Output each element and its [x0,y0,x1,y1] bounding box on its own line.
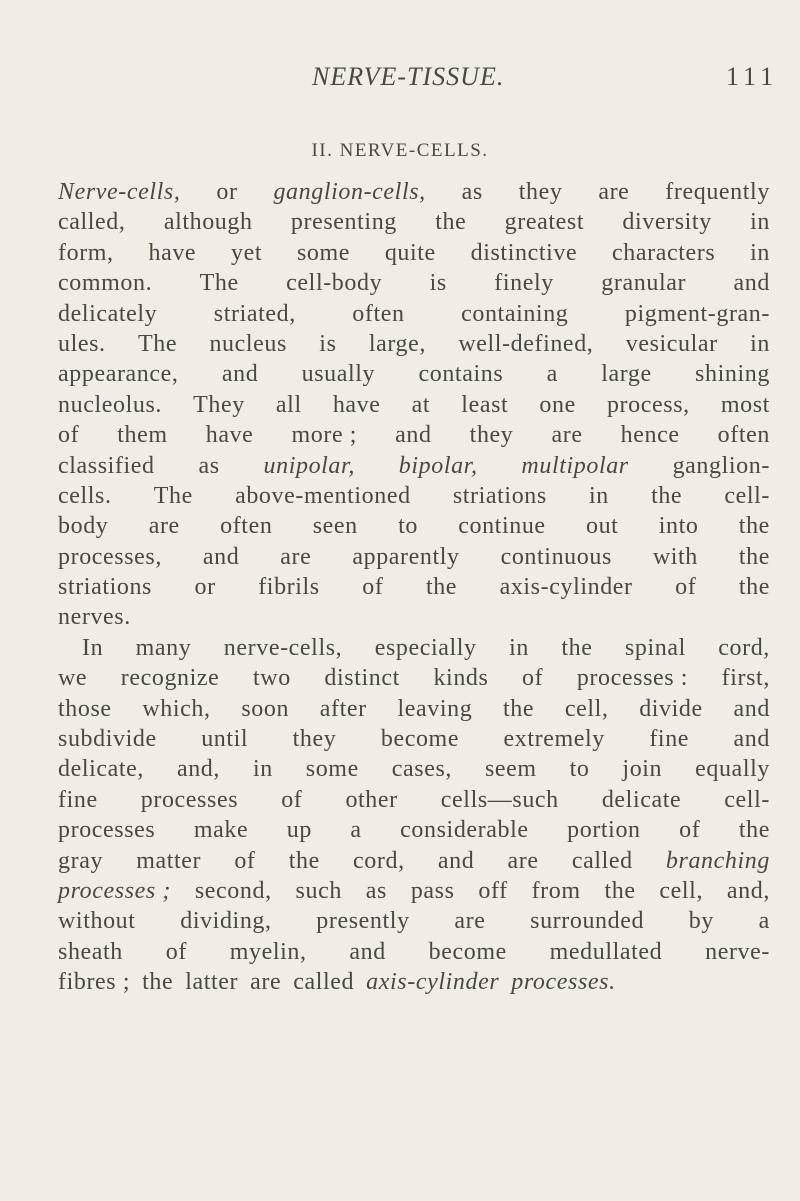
word: have [205,422,254,449]
word: The [199,270,239,297]
word: ganglion- [672,452,770,479]
word: second, [194,877,272,904]
word: of [679,817,701,844]
word: two [253,665,291,692]
word: first, [721,665,770,692]
text-line [58,207,770,237]
word: in [509,634,529,661]
word: which, [142,695,211,722]
word: at [411,391,431,418]
text-line [58,937,770,967]
word: frequently [665,179,770,205]
text-line [58,359,770,389]
word: and [733,270,770,297]
word: are [148,513,180,540]
word: such [295,877,342,904]
word: and [202,543,240,570]
word: are [598,179,630,205]
word: those [58,695,112,722]
word: soon [241,695,290,722]
word: subdivide [58,726,157,753]
word: into [658,513,699,540]
word: of [675,574,697,601]
word: they [518,179,563,205]
word: of [58,422,80,449]
word: and [395,422,432,449]
word: we [58,665,88,692]
word: they [292,726,337,753]
word: presently [316,908,410,935]
word: granular [601,270,687,297]
word: become [380,726,460,753]
text-line [58,511,770,541]
word: multipolar [521,452,629,479]
text-line [58,268,770,298]
text-line [58,390,770,420]
word: or [216,179,238,205]
word: process, [606,391,690,418]
word: gray [58,847,104,874]
word: distinctive [470,239,578,266]
word: the [738,817,770,844]
body-text [58,177,770,998]
word: divide [639,695,703,722]
word: often [220,513,273,540]
word: after [319,695,367,722]
word: unipolar, [263,452,355,479]
word: bipolar, [398,452,478,479]
word: nucleolus. [58,391,162,418]
word: is [319,330,337,357]
text-line [58,451,770,481]
word: recognize [120,665,220,692]
word: spinal [624,634,686,661]
word: pass [410,877,455,904]
word: nerves. [58,604,131,631]
word: some [305,756,359,783]
word: and, [176,756,221,783]
page-number: 111 [726,62,779,91]
text-line [58,633,770,663]
word: fibres ; [58,969,131,996]
word: the [738,574,770,601]
word: them [117,422,168,449]
word: processes [58,817,156,844]
word: hence [620,422,680,449]
word: cell, [564,695,609,722]
running-title: NERVE-TISSUE. [312,62,505,91]
word: a [758,908,770,935]
word: common. [58,270,153,297]
text-line [58,602,770,632]
word: The [138,330,178,357]
word: delicate [601,786,682,813]
word: are [507,847,539,874]
word: nerve- [705,938,770,965]
word: one [539,391,576,418]
text-line [58,694,770,724]
word: large, [368,330,426,357]
word: shining [695,361,770,388]
word: to [569,756,590,783]
word: other [345,786,398,813]
word: called [293,969,355,996]
text-line [58,299,770,329]
word: are [250,969,282,996]
word: medullated [549,938,663,965]
word: as [461,179,483,205]
text-line [58,238,770,268]
word: contains [418,361,504,388]
word: of [362,574,384,601]
text-line [58,724,770,754]
word: most [720,391,770,418]
word: processes : [576,665,689,692]
text-line [58,754,770,784]
word: many [135,634,192,661]
word: and [733,695,770,722]
word: vesicular [625,330,718,357]
word: make [193,817,249,844]
text-line [58,846,770,876]
word: the [561,634,593,661]
word: delicate, [58,756,145,783]
word: sheath [58,938,123,965]
word: a [546,361,558,388]
word: as [198,452,220,479]
word: continuous [500,543,612,570]
running-head [0,62,800,102]
word: and, [726,877,770,904]
word: fibrils [258,574,320,601]
word: body [58,513,109,540]
word: containing [461,300,569,327]
word: myelin, [229,938,307,965]
word: classified [58,452,155,479]
word: above-mentioned [235,482,411,509]
word: form, [58,239,114,266]
word: They [193,391,245,418]
word: cell- [724,786,770,813]
word: striated, [213,300,296,327]
word: In [82,634,104,661]
word: and [221,361,259,388]
word: axis-cylinder [366,969,500,996]
word: are [454,908,486,935]
word: well-defined, [458,330,594,357]
word: seem [484,756,537,783]
text-line [58,542,770,572]
word: is [429,270,447,297]
word: least [461,391,509,418]
word: apparently [352,543,460,570]
word: of [281,786,303,813]
text-line [58,876,770,906]
word: off [478,877,508,904]
word: considerable [400,817,529,844]
word: processes, [58,543,162,570]
word: quite [384,239,436,266]
word: striations [452,482,547,509]
word: the [142,969,174,996]
word: cell-body [286,270,383,297]
word: although [163,209,253,236]
section-heading: II. NERVE-CELLS. [311,140,489,161]
word: cells. [58,482,112,509]
word: processes. [511,969,616,996]
word: the [425,574,458,601]
word: join [622,756,663,783]
word: fine [58,786,98,813]
text-line [58,329,770,359]
word: continue [458,513,546,540]
word: the [503,695,535,722]
text-line [58,420,770,450]
word: they [469,422,514,449]
word: of [522,665,544,692]
word: processes [140,786,239,813]
word: all [275,391,302,418]
word: the [651,482,683,509]
word: finely [494,270,554,297]
text-line [58,572,770,602]
word: called [571,847,633,874]
word: processes ; [58,877,172,904]
word: leaving [397,695,473,722]
word: and [349,938,386,965]
word: and [733,726,770,753]
word: striations [58,574,152,601]
word: yet [231,239,263,266]
word: from [531,877,581,904]
word: cells—such [440,786,559,813]
word: characters [612,239,716,266]
word: in [750,330,770,357]
word: in [589,482,609,509]
word: cord, [353,847,405,874]
word: seen [312,513,358,540]
word: cord, [718,634,770,661]
word: diversity [622,209,712,236]
word: branching [665,847,770,874]
word: ganglion-cells, [273,179,426,205]
word: with [652,543,698,570]
text-line [58,663,770,693]
word: portion [567,817,641,844]
word: extremely [503,726,605,753]
word: dividing, [180,908,272,935]
word: are [280,543,312,570]
word: equally [695,756,770,783]
word: or [194,574,216,601]
word: surrounded [530,908,645,935]
word: the [435,209,467,236]
word: appearance, [58,361,179,388]
word: until [201,726,249,753]
word: latter [185,969,239,996]
word: in [750,209,770,236]
word: without [58,908,136,935]
word: the [604,877,636,904]
word: in [252,756,273,783]
word: cell- [724,482,770,509]
text-line [58,967,770,997]
word: nerve-cells, [223,634,343,661]
word: some [296,239,350,266]
word: cell, [659,877,704,904]
word: in [750,239,770,266]
word: and [437,847,475,874]
word: called, [58,209,126,236]
word: as [365,877,387,904]
word: presenting [290,209,397,236]
word: out [585,513,619,540]
word: to [398,513,418,540]
word: up [286,817,312,844]
text-line [58,177,770,207]
word: delicately [58,300,158,327]
word: pigment-gran- [624,300,770,327]
text-line [58,815,770,845]
text-line [58,481,770,511]
word: by [688,908,714,935]
word: often [717,422,770,449]
word: kinds [433,665,489,692]
word: axis-cylinder [499,574,633,601]
word: nucleus [209,330,287,357]
word: cases, [391,756,453,783]
text-line [58,906,770,936]
word: are [551,422,583,449]
word: matter [136,847,202,874]
word: have [148,239,197,266]
word: greatest [504,209,585,236]
word: Nerve-cells, [58,179,181,205]
word: usually [301,361,376,388]
word: become [428,938,507,965]
word: the [738,513,770,540]
word: have [332,391,381,418]
word: a [350,817,362,844]
word: fine [649,726,690,753]
word: of [165,938,187,965]
word: The [153,482,193,509]
word: often [352,300,405,327]
word: of [234,847,256,874]
word: large [601,361,652,388]
word: ules. [58,330,106,357]
word: distinct [324,665,400,692]
word: the [288,847,320,874]
word: especially [374,634,477,661]
word: the [738,543,770,570]
text-line [58,785,770,815]
word: more ; [291,422,358,449]
